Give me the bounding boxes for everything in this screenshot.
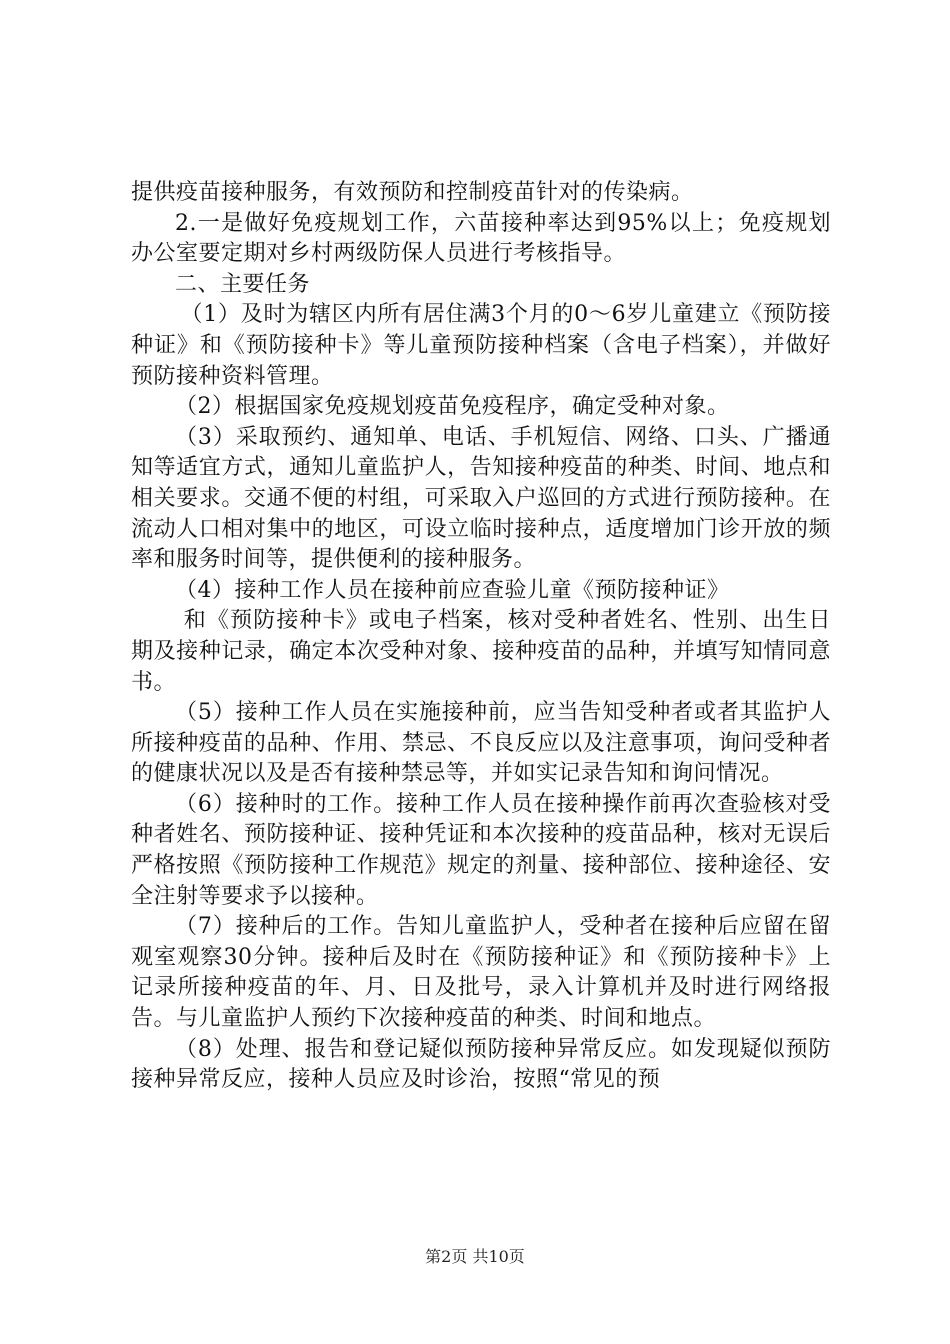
paragraph-task-4-continued: 和《预防接种卡》或电子档案，核对受种者姓名、性别、出生日期及接种记录，确定本次受种对象、接种疫苗的品种，并填写知情同意书。	[131, 608, 831, 695]
paragraph-continuation: 提供疫苗接种服务，有效预防和控制疫苗针对的传染病。	[131, 180, 694, 205]
paragraph-task-5: （5）接种工作人员在实施接种前，应当告知受种者或者其监护人所接种疫苗的品种、作用、禁忌、不良反应以及注意事项，询问受种者的健康状况以及是否有接种禁忌等，并如实记录告知和询问情况。	[131, 700, 831, 787]
paragraph-task-2: （2）根据国家免疫规划疫苗免疫程序，确定受种对象。	[175, 394, 730, 420]
paragraph-item-2: 2.一是做好免疫规划工作，六苗接种率达到95%以上；免疫规划办公室要定期对乡村两级防保人员进行考核指导。	[131, 210, 831, 267]
paragraph-task-8: （8）处理、报告和登记疑似预防接种异常反应。如发现疑似预防接种异常反应，接种人员应及时诊治，按照“常见的预	[131, 1036, 831, 1093]
paragraph-task-1: （1）及时为辖区内所有居住满3个月的0～6岁儿童建立《预防接种证》和《预防接种卡》等儿童预防接种档案（含电子档案），并做好预防接种资料管理。	[131, 302, 831, 389]
paragraph-task-6: （6）接种时的工作。接种工作人员在接种操作前再次查验核对受种者姓名、预防接种证、接种凭证和本次接种的疫苗品种，核对无误后严格按照《预防接种工作规范》规定的剂量、接种部位、接种途径、安全注射等要求予以接种。	[131, 791, 831, 909]
section-heading-main-tasks: 二、主要任务	[175, 271, 311, 297]
paragraph-task-7: （7）接种后的工作。告知儿童监护人，受种者在接种后应留在留观室观察30分钟。接种后及时在《预防接种证》和《预防接种卡》上记录所接种疫苗的年、月、日及批号，录入计算机并及时进行网络报告。与儿童监护人预约下次接种疫苗的种类、时间和地点。	[131, 914, 831, 1032]
page-footer	[0, 1244, 950, 1267]
paragraph-task-4: （4）接种工作人员在接种前应查验儿童《预防接种证》	[175, 577, 730, 603]
document-body	[131, 178, 831, 1096]
paragraph-task-3: （3）采取预约、通知单、电话、手机短信、网络、口头、广播通知等适宜方式，通知儿童监护人，告知接种疫苗的种类、时间、地点和相关要求。交通不便的村组，可采取入户巡回的方式进行预防接种。在流动人口相对集中的地区，可设立临时接种点，适度增加门诊开放的频率和服务时间等，提供便利的接种服务。	[131, 424, 831, 573]
page-number-label: 第2页 共10页	[425, 1247, 525, 1266]
